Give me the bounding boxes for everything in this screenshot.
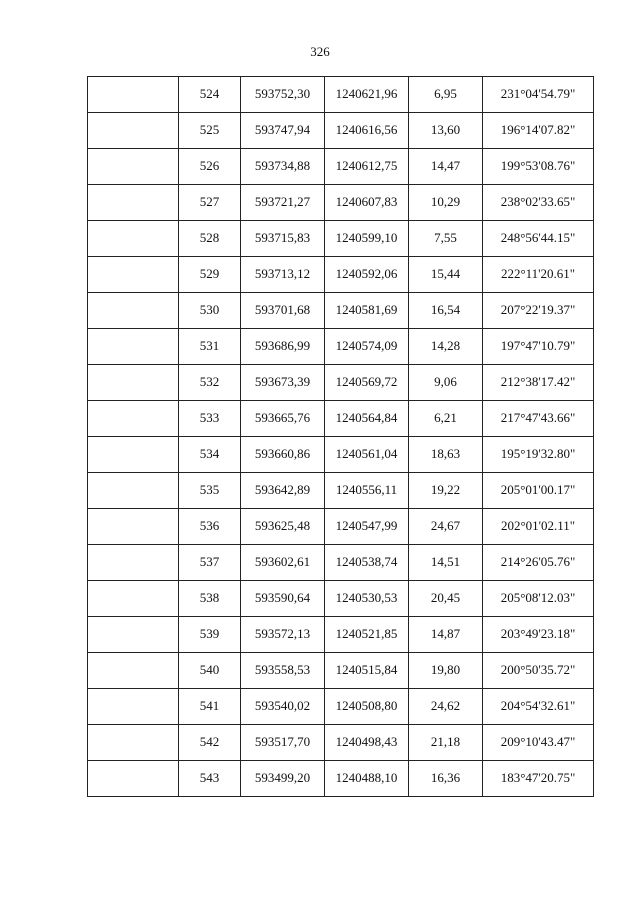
y-coordinate-cell: 1240612,75 bbox=[325, 149, 409, 185]
point-number-cell: 531 bbox=[179, 329, 241, 365]
distance-cell: 24,62 bbox=[409, 689, 483, 725]
direction-angle-cell: 202°01'02.11" bbox=[483, 509, 594, 545]
point-number-cell: 535 bbox=[179, 473, 241, 509]
point-number-cell: 536 bbox=[179, 509, 241, 545]
distance-cell: 10,29 bbox=[409, 185, 483, 221]
direction-angle-cell: 204°54'32.61" bbox=[483, 689, 594, 725]
y-coordinate-cell: 1240561,04 bbox=[325, 437, 409, 473]
y-coordinate-cell: 1240574,09 bbox=[325, 329, 409, 365]
x-coordinate-cell: 593715,83 bbox=[241, 221, 325, 257]
table-row bbox=[88, 329, 594, 365]
table-row bbox=[88, 257, 594, 293]
page-number: 326 bbox=[310, 44, 330, 59]
x-coordinate-cell: 593713,12 bbox=[241, 257, 325, 293]
y-coordinate-cell: 1240621,96 bbox=[325, 77, 409, 113]
table-row bbox=[88, 545, 594, 581]
y-coordinate-cell: 1240521,85 bbox=[325, 617, 409, 653]
direction-angle-cell: 238°02'33.65" bbox=[483, 185, 594, 221]
direction-angle-cell: 217°47'43.66" bbox=[483, 401, 594, 437]
direction-angle-cell: 197°47'10.79" bbox=[483, 329, 594, 365]
direction-angle-cell: 212°38'17.42" bbox=[483, 365, 594, 401]
distance-cell: 9,06 bbox=[409, 365, 483, 401]
empty-cell bbox=[88, 581, 179, 617]
y-coordinate-cell: 1240592,06 bbox=[325, 257, 409, 293]
point-number-cell: 530 bbox=[179, 293, 241, 329]
direction-angle-cell: 203°49'23.18" bbox=[483, 617, 594, 653]
x-coordinate-cell: 593660,86 bbox=[241, 437, 325, 473]
y-coordinate-cell: 1240498,43 bbox=[325, 725, 409, 761]
empty-cell bbox=[88, 761, 179, 797]
x-coordinate-cell: 593686,99 bbox=[241, 329, 325, 365]
y-coordinate-cell: 1240569,72 bbox=[325, 365, 409, 401]
direction-angle-cell: 207°22'19.37" bbox=[483, 293, 594, 329]
point-number-cell: 526 bbox=[179, 149, 241, 185]
point-number-cell: 527 bbox=[179, 185, 241, 221]
table-row bbox=[88, 77, 594, 113]
direction-angle-cell: 214°26'05.76" bbox=[483, 545, 594, 581]
x-coordinate-cell: 593752,30 bbox=[241, 77, 325, 113]
distance-cell: 14,51 bbox=[409, 545, 483, 581]
empty-cell bbox=[88, 545, 179, 581]
direction-angle-cell: 209°10'43.47" bbox=[483, 725, 594, 761]
empty-cell bbox=[88, 401, 179, 437]
y-coordinate-cell: 1240508,80 bbox=[325, 689, 409, 725]
distance-cell: 15,44 bbox=[409, 257, 483, 293]
point-number-cell: 534 bbox=[179, 437, 241, 473]
x-coordinate-cell: 593673,39 bbox=[241, 365, 325, 401]
table-row bbox=[88, 437, 594, 473]
distance-cell: 13,60 bbox=[409, 113, 483, 149]
table-row bbox=[88, 149, 594, 185]
point-number-cell: 541 bbox=[179, 689, 241, 725]
direction-angle-cell: 205°08'12.03" bbox=[483, 581, 594, 617]
distance-cell: 18,63 bbox=[409, 437, 483, 473]
table-row bbox=[88, 509, 594, 545]
x-coordinate-cell: 593558,53 bbox=[241, 653, 325, 689]
direction-angle-cell: 205°01'00.17" bbox=[483, 473, 594, 509]
point-number-cell: 524 bbox=[179, 77, 241, 113]
x-coordinate-cell: 593590,64 bbox=[241, 581, 325, 617]
point-number-cell: 540 bbox=[179, 653, 241, 689]
empty-cell bbox=[88, 689, 179, 725]
x-coordinate-cell: 593499,20 bbox=[241, 761, 325, 797]
distance-cell: 19,80 bbox=[409, 653, 483, 689]
y-coordinate-cell: 1240488,10 bbox=[325, 761, 409, 797]
table-row bbox=[88, 185, 594, 221]
y-coordinate-cell: 1240515,84 bbox=[325, 653, 409, 689]
point-number-cell: 542 bbox=[179, 725, 241, 761]
point-number-cell: 538 bbox=[179, 581, 241, 617]
distance-cell: 14,87 bbox=[409, 617, 483, 653]
empty-cell bbox=[88, 221, 179, 257]
coordinates-table-body bbox=[88, 77, 594, 797]
point-number-cell: 533 bbox=[179, 401, 241, 437]
table-row bbox=[88, 617, 594, 653]
y-coordinate-cell: 1240607,83 bbox=[325, 185, 409, 221]
distance-cell: 14,28 bbox=[409, 329, 483, 365]
empty-cell bbox=[88, 617, 179, 653]
x-coordinate-cell: 593701,68 bbox=[241, 293, 325, 329]
direction-angle-cell: 248°56'44.15" bbox=[483, 221, 594, 257]
table-row bbox=[88, 221, 594, 257]
distance-cell: 6,95 bbox=[409, 77, 483, 113]
distance-cell: 20,45 bbox=[409, 581, 483, 617]
table-row bbox=[88, 761, 594, 797]
table-row bbox=[88, 581, 594, 617]
table-row bbox=[88, 653, 594, 689]
y-coordinate-cell: 1240599,10 bbox=[325, 221, 409, 257]
empty-cell bbox=[88, 293, 179, 329]
point-number-cell: 537 bbox=[179, 545, 241, 581]
x-coordinate-cell: 593665,76 bbox=[241, 401, 325, 437]
x-coordinate-cell: 593602,61 bbox=[241, 545, 325, 581]
empty-cell bbox=[88, 329, 179, 365]
x-coordinate-cell: 593721,27 bbox=[241, 185, 325, 221]
distance-cell: 6,21 bbox=[409, 401, 483, 437]
distance-cell: 24,67 bbox=[409, 509, 483, 545]
empty-cell bbox=[88, 725, 179, 761]
y-coordinate-cell: 1240564,84 bbox=[325, 401, 409, 437]
point-number-cell: 543 bbox=[179, 761, 241, 797]
y-coordinate-cell: 1240538,74 bbox=[325, 545, 409, 581]
y-coordinate-cell: 1240547,99 bbox=[325, 509, 409, 545]
distance-cell: 14,47 bbox=[409, 149, 483, 185]
distance-cell: 16,36 bbox=[409, 761, 483, 797]
point-number-cell: 525 bbox=[179, 113, 241, 149]
empty-cell bbox=[88, 653, 179, 689]
empty-cell bbox=[88, 149, 179, 185]
table-row bbox=[88, 473, 594, 509]
x-coordinate-cell: 593747,94 bbox=[241, 113, 325, 149]
empty-cell bbox=[88, 509, 179, 545]
x-coordinate-cell: 593642,89 bbox=[241, 473, 325, 509]
x-coordinate-cell: 593734,88 bbox=[241, 149, 325, 185]
empty-cell bbox=[88, 437, 179, 473]
empty-cell bbox=[88, 365, 179, 401]
direction-angle-cell: 200°50'35.72" bbox=[483, 653, 594, 689]
x-coordinate-cell: 593572,13 bbox=[241, 617, 325, 653]
y-coordinate-cell: 1240581,69 bbox=[325, 293, 409, 329]
x-coordinate-cell: 593625,48 bbox=[241, 509, 325, 545]
point-number-cell: 529 bbox=[179, 257, 241, 293]
direction-angle-cell: 199°53'08.76" bbox=[483, 149, 594, 185]
table-row bbox=[88, 293, 594, 329]
direction-angle-cell: 231°04'54.79" bbox=[483, 77, 594, 113]
point-number-cell: 528 bbox=[179, 221, 241, 257]
x-coordinate-cell: 593540,02 bbox=[241, 689, 325, 725]
coordinates-table bbox=[87, 76, 594, 797]
direction-angle-cell: 196°14'07.82" bbox=[483, 113, 594, 149]
y-coordinate-cell: 1240616,56 bbox=[325, 113, 409, 149]
direction-angle-cell: 195°19'32.80" bbox=[483, 437, 594, 473]
direction-angle-cell: 183°47'20.75" bbox=[483, 761, 594, 797]
direction-angle-cell: 222°11'20.61" bbox=[483, 257, 594, 293]
empty-cell bbox=[88, 77, 179, 113]
y-coordinate-cell: 1240556,11 bbox=[325, 473, 409, 509]
distance-cell: 21,18 bbox=[409, 725, 483, 761]
table-row bbox=[88, 365, 594, 401]
table-row bbox=[88, 113, 594, 149]
table-row bbox=[88, 725, 594, 761]
empty-cell bbox=[88, 257, 179, 293]
empty-cell bbox=[88, 473, 179, 509]
distance-cell: 16,54 bbox=[409, 293, 483, 329]
empty-cell bbox=[88, 113, 179, 149]
x-coordinate-cell: 593517,70 bbox=[241, 725, 325, 761]
point-number-cell: 532 bbox=[179, 365, 241, 401]
distance-cell: 7,55 bbox=[409, 221, 483, 257]
distance-cell: 19,22 bbox=[409, 473, 483, 509]
y-coordinate-cell: 1240530,53 bbox=[325, 581, 409, 617]
table-row bbox=[88, 689, 594, 725]
table-row bbox=[88, 401, 594, 437]
point-number-cell: 539 bbox=[179, 617, 241, 653]
empty-cell bbox=[88, 185, 179, 221]
